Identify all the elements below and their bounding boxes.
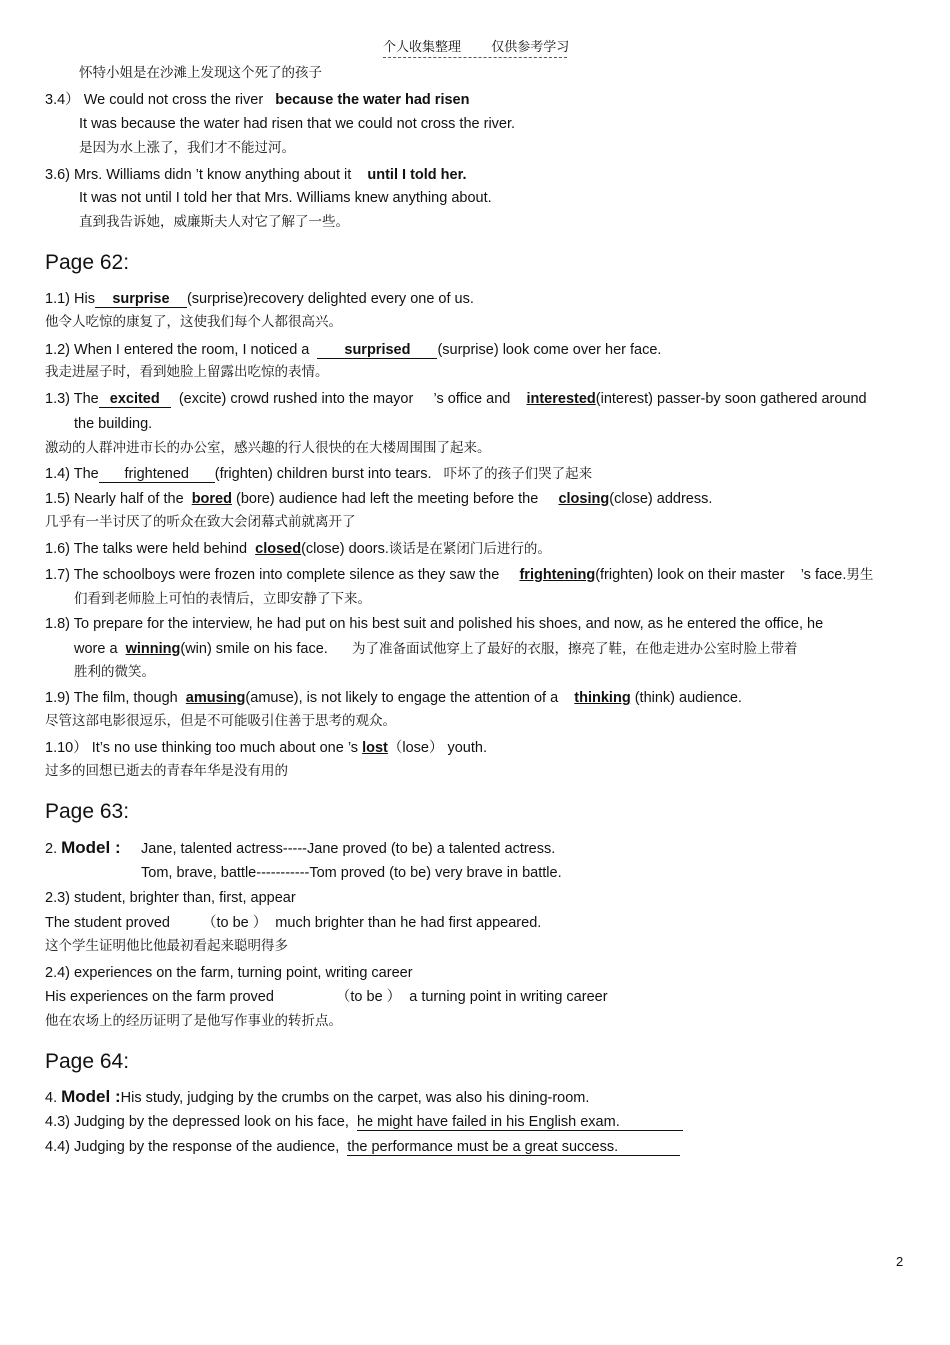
- page-header: [383, 38, 569, 58]
- item-1-5: 1.5) Nearly half of the bored (bore) audience had left the meeting before the closing(close) address.: [45, 491, 713, 507]
- model-4: 4. Model :His study, judging by the crumbs on the carpet, was also his dining-room.: [45, 1087, 590, 1106]
- item-1-5-cn: 几乎有一半讨厌了的听众在致大会闭幕式前就离开了: [45, 514, 356, 530]
- item-1-8: 1.8) To prepare for the interview, he had put on his best suit and polished his shoes, and now, as he entered the office, he: [45, 616, 824, 632]
- item-1-7-cn: 们看到老师脸上可怕的表情后，立即安静了下来。: [74, 591, 371, 607]
- sentence-3-6: 3.6) Mrs. Williams didn ’t know anything about it until I told her.: [45, 167, 467, 183]
- item-1-2: 1.2) When I entered the room, I noticed a surprised (surprise) look come over her face.: [45, 342, 662, 358]
- item-1-3: 1.3) The excited (excite) crowd rushed into the mayor ’s office and interested(interest) passer-by soon gathered around: [45, 391, 867, 407]
- item-2-3-question: 2.3) student, brighter than, first, appear: [45, 890, 296, 906]
- model-2-line-2: Tom, brave, battle-----------Tom proved (to be) very brave in battle.: [141, 865, 562, 881]
- item-1-3-cont: the building.: [74, 416, 153, 432]
- model-2: 2. Model :: [45, 838, 121, 857]
- header-left: 个人收集整理: [383, 40, 462, 55]
- item-2-3-answer: The student proved （to be ） much brighter than he had first appeared.: [45, 915, 542, 931]
- item-1-10-cn: 过多的回想已逝去的青春年华是没有用的: [45, 763, 288, 779]
- heading-page-62: Page 62:: [45, 251, 130, 274]
- item-1-2-cn: 我走进屋子时，看到她脸上留露出吃惊的表情。: [45, 364, 329, 380]
- item-1-7: 1.7) The schoolboys were frozen into complete silence as they saw the frightening(frighten) look on their master ’s face.男生: [45, 567, 874, 583]
- item-1-4: 1.4) The frightened (frighten) children burst into tears. 吓坏了的孩子们哭了起来: [45, 466, 593, 482]
- item-1-1-cn: 他令人吃惊的康复了，这使我们每个人都很高兴。: [45, 314, 342, 330]
- header-rule: [383, 57, 567, 58]
- item-1-6: 1.6) The talks were held behind closed(close) doors.谈话是在紧闭门后进行的。: [45, 541, 551, 557]
- sentence-3-6-en: It was not until I told her that Mrs. Williams knew anything about.: [79, 190, 492, 206]
- item-1-1: 1.1) His surprise (surprise)recovery delighted every one of us.: [45, 291, 474, 307]
- item-2-4-cn: 他在农场上的经历证明了是他写作事业的转折点。: [45, 1013, 342, 1029]
- item-1-10: 1.10） It’s no use thinking too much about one ’s lost（lose） youth.: [45, 740, 487, 756]
- sentence-3-4-cn: 是因为水上涨了，我们才不能过河。: [79, 140, 295, 156]
- heading-page-64: Page 64:: [45, 1050, 130, 1073]
- item-2-3-cn: 这个学生证明他比他最初看起来聪明得多: [45, 938, 288, 954]
- item-1-8-cont: wore a winning(win) smile on his face. 为了准备面试他穿上了最好的衣服，擦亮了鞋，在他走进办公室时脸上带着: [74, 641, 798, 657]
- item-4-4: 4.4) Judging by the response of the audience, the performance must be a great success.: [45, 1137, 680, 1157]
- sentence-3-4-en: It was because the water had risen that we could not cross the river.: [79, 116, 516, 132]
- item-2-4-answer: His experiences on the farm proved （to be ） a turning point in writing career: [45, 989, 608, 1005]
- model-2-line-1: Jane, talented actress-----Jane proved (to be) a talented actress.: [141, 841, 556, 857]
- item-2-4-question: 2.4) experiences on the farm, turning point, writing career: [45, 965, 413, 981]
- item-1-3-cn: 激动的人群冲进市长的办公室，感兴趣的行人很快的在大楼周围围了起来。: [45, 440, 491, 456]
- sentence-3-4: 3.4） We could not cross the river because the water had risen: [45, 92, 470, 108]
- page-number: 2: [896, 1254, 904, 1269]
- header-right: 仅供参考学习: [491, 40, 570, 55]
- item-4-3: 4.3) Judging by the depressed look on his face, he might have failed in his English exam.: [45, 1112, 683, 1132]
- sentence-3-6-cn: 直到我告诉她，威廉斯夫人对它了解了一些。: [79, 214, 349, 230]
- item-1-8-cn: 胜利的微笑。: [74, 664, 155, 680]
- heading-page-63: Page 63:: [45, 800, 130, 823]
- line-cn-white: 怀特小姐是在沙滩上发现这个死了的孩子: [79, 65, 322, 81]
- item-1-9: 1.9) The film, though amusing(amuse), is not likely to engage the attention of a thinking (think) audience.: [45, 690, 742, 706]
- item-1-9-cn: 尽管这部电影很逗乐，但是不可能吸引住善于思考的观众。: [45, 713, 396, 729]
